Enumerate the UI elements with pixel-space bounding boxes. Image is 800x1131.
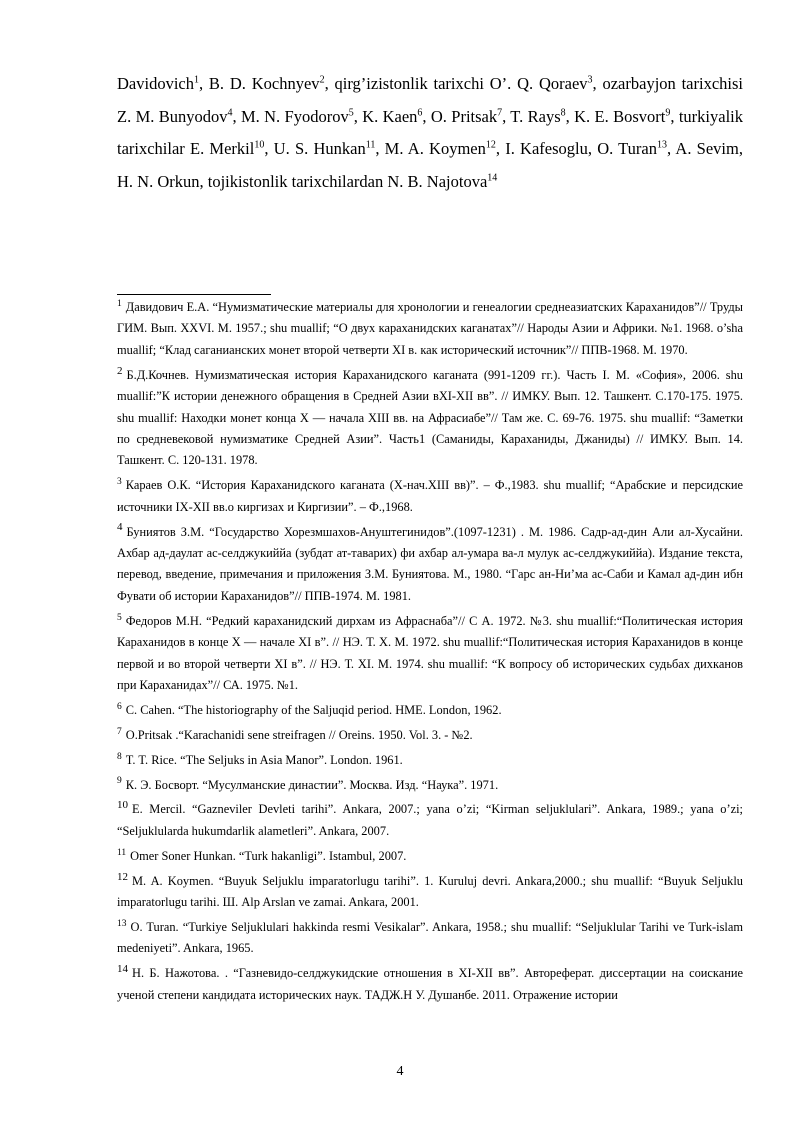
- body-text-run: , qirg’izistonlik tarixchi O’. Q. Qoraev: [324, 74, 588, 93]
- footnote-text: O. Turan. “Turkiye Seljuklulari hakkinda resmi Vesikalar”. Ankara, 1958.; shu muallif: “Seljuklular Tarihi ve Turk-islam medeniyeti”. Ankara, 1965.: [117, 919, 743, 956]
- footnote-text: Караев О.К. “История Караханидского каганата (X-нач.XIII вв)”. – Ф.,1983. shu muallif; “Арабские и персидские источники IX-XII вв.о киргизах и Киргизии”. – Ф.,1968.: [117, 478, 743, 514]
- footnote-reference: 11: [365, 139, 376, 151]
- footnote-number: 12: [117, 870, 128, 883]
- footnote-reference: 9: [665, 107, 671, 118]
- body-paragraph: [117, 68, 743, 198]
- footnote-text: O.Pritsak .“Karachanidi sene streifragen // Oreins. 1950. Vol. 3. - №2.: [125, 727, 473, 742]
- footnote-reference: 6: [417, 107, 423, 118]
- footnote-reference: 4: [227, 107, 233, 118]
- footnote-item: [117, 297, 743, 361]
- footnote-number: 7: [117, 726, 122, 737]
- footnote-text: К. Э. Босворт. “Мусулманские династии”. Москва. Изд. “Наука”. 1971.: [125, 777, 499, 792]
- footnote-item: [117, 700, 743, 721]
- footnote-reference: 1: [193, 74, 199, 86]
- footnote-reference: 5: [348, 107, 354, 118]
- footnote-item: [117, 917, 743, 960]
- footnote-number: 4: [117, 521, 123, 534]
- footnote-number: 14: [117, 963, 128, 976]
- footnote-text: M. A. Koymen. “Buyuk Seljuklu imparatorlugu tarihi”. 1. Kuruluj devri. Ankara,2000.; shu muallif: “Buyuk Seljuklu imparatorlugu tarihi. Ш. Alp Arslan ve zamai. Ankara, 2001.: [117, 873, 743, 910]
- footnote-item: [117, 522, 743, 608]
- footnote-reference: 14: [487, 172, 498, 183]
- body-text-run: Davidovich: [117, 74, 194, 93]
- footnote-number: 10: [117, 799, 128, 812]
- footnote-item: [117, 475, 743, 518]
- footnote-number: 5: [117, 612, 122, 623]
- footnote-reference: 2: [319, 74, 325, 86]
- body-text-run: , T. Rays: [502, 106, 561, 126]
- footnotes-section: [117, 297, 743, 1010]
- footnote-text: Omer Soner Hunkan. “Turk hakanligi”. Istambul, 2007.: [130, 848, 407, 863]
- footnote-item: [117, 871, 743, 914]
- footnote-number: 8: [117, 751, 122, 762]
- footnote-item: [117, 775, 743, 796]
- body-text-run: , A. Sevim, H. N. Orkun, tojikistonlik tarixchilardan N. B. Najotova: [117, 139, 743, 191]
- footnote-item: [117, 750, 743, 771]
- body-text-run: , I. Kafesoglu, O. Turan: [495, 139, 657, 158]
- footnote-reference: 8: [560, 107, 566, 118]
- footnote-number: 3: [117, 477, 122, 488]
- footnote-item: [117, 963, 743, 1006]
- footnote-number: 9: [117, 776, 122, 787]
- body-text-run: , ozarbayjon tarixchisi Z. M. Bunyodov: [117, 74, 743, 126]
- footnote-number: 13: [117, 918, 127, 929]
- footnote-item: [117, 799, 743, 842]
- footnote-item: [117, 725, 743, 746]
- footnote-text: Н. Б. Нажотова. . “Газневидо-селджукидские отношения в XI-XII вв”. Автореферат. диссертации на соискание ученой степени кандидата исторических наук. ТАДЖ.Н У. Душанбе. 2011. Отражение истории: [117, 966, 743, 1002]
- footnote-text: C. Cahen. “The historiography of the Saljuqid period. HME. London, 1962.: [125, 702, 502, 717]
- footnote-separator: [117, 294, 271, 295]
- body-text-run: , B. D. Kochnyev: [198, 74, 320, 93]
- footnote-text: Федоров М.Н. “Редкий караханидский дирхам из Афраснаба”// С А. 1972. №3. shu muallif:“Политическая история Караханидов в конце X — начале XI в”. // НЭ. Т. X. М. 1972. shu muallif:“Политическая история Караханидов в конце первой и во второй четверти XI в”. // НЭ. Т. XI. М. 1974. shu muallif: “К вопросу об исторических судьбах дихканов при Караханидах”// СА. 1975. №1.: [117, 613, 743, 692]
- footnote-text: Давидович Е.А. “Нумизматические материалы для хронологии и генеалогии среднеазиатских Караханидов”// Труды ГИМ. Вып. XXVI. М. 1957.; shu muallif; “О двух караханидских каганатах”// Народы Азии и Африки. №1. 1968. o’sha muallif; “Клад саганианских монет второй четверти XI в. как исторический источник”// ППВ-1968. М. 1970.: [117, 300, 743, 357]
- footnote-text: T. T. Rice. “The Seljuks in Asia Manor”. London. 1961.: [125, 752, 403, 767]
- body-text-run: , O. Pritsak: [422, 106, 498, 126]
- footnote-reference: 13: [656, 139, 667, 151]
- page-number: 4: [396, 1064, 404, 1079]
- body-text-run: , U. S. Hunkan: [264, 139, 366, 158]
- body-text-run: , M. A. Koymen: [375, 139, 486, 158]
- footnote-text: Б.Д.Кочнев. Нумизматическая история Караханидского каганата (991-1209 гг.). Часть I. М. «София», 2006. shu muallif:”К истории денежного обращения в Средней Азии вXI-XII вв”. // ИМКУ. Вып. 12. Ташкент. С.170-175. 1975. shu muallif: Находки монет конца X — начала XIII вв. на Афрасиабе”// Там же. С. 69-76. 1975. shu muallif: “Заметки по средневековой нумизматике Средней Азии”. Часть1 (Саманиды, Караханиды, Джаниды) // ИМКУ. Вып. 14. Ташкент. С. 120-131. 1978.: [117, 367, 743, 468]
- footnote-number: 2: [117, 364, 123, 377]
- footnote-text: Буниятов З.М. “Государство Хорезмшахов-Ануштегинидов”.(1097-1231) . М. 1986. Садр-ад-дин Али ал-Хусайни. Ахбар ад-даулат ас-селджукиййа (зубдат ат-таварих) фи ахбар ал-умара ва-л мулук ас-селджукиййа). Издание текста, перевод, введение, примечания и приложения З.М. Буниятова. М., 1980. “Гарс ан-Ни’ма ас-Саби и Камал ад-дин ибн Фувати об истории Караханидов”// ППВ-1974. М. 1981.: [117, 524, 743, 603]
- footnote-reference: 12: [485, 139, 496, 151]
- body-text-run: , turkiyalik tarixchilar E. Merkil: [117, 106, 743, 158]
- footnote-reference: 10: [254, 139, 265, 151]
- footnote-number: 6: [117, 701, 122, 712]
- body-text-run: , K. E. Bosvort: [565, 106, 666, 126]
- footnote-item: [117, 365, 743, 472]
- footnote-number: 1: [117, 298, 122, 309]
- body-text-run: , M. N. Fyodorov: [232, 106, 349, 126]
- footnote-item: [117, 846, 743, 867]
- footnote-number: 11: [117, 847, 127, 858]
- footnote-item: [117, 611, 743, 697]
- body-text-run: , K. Kaen: [353, 106, 418, 126]
- footnote-reference: 7: [497, 107, 503, 118]
- footnote-text: E. Mercil. “Gazneviler Devleti tarihi”. Ankara, 2007.; yana o’zi; “Kirman seljuklulari”. Ankara, 1989.; yana o’zi; “Seljuklularda hukumdarlik alametleri”. Ankara, 2007.: [117, 802, 743, 838]
- footnote-reference: 3: [587, 74, 593, 86]
